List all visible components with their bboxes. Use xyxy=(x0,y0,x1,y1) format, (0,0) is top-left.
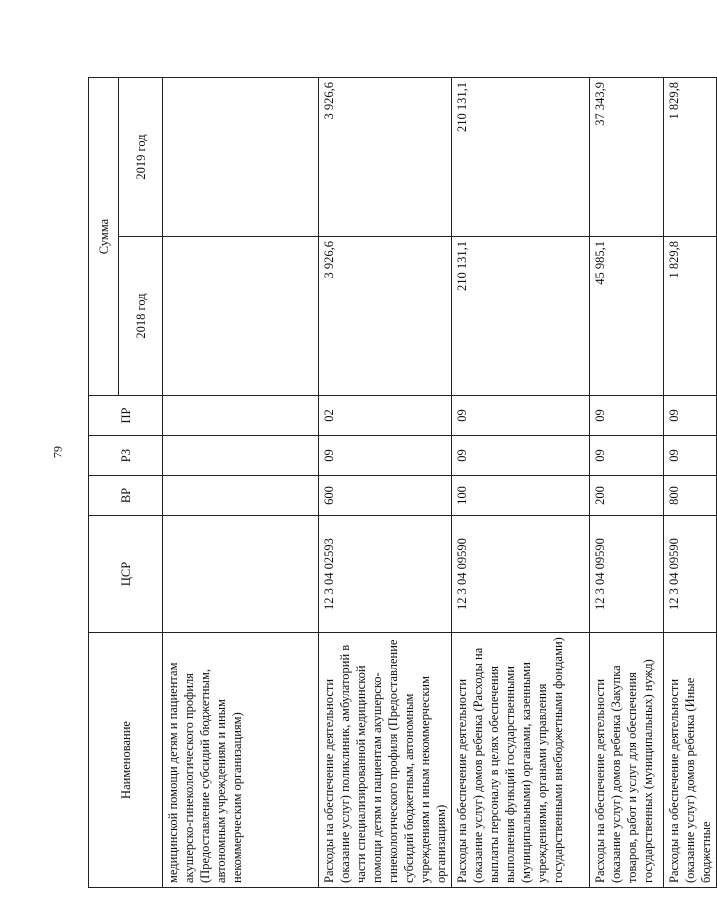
row-sum-2019: 1 829,8 xyxy=(664,78,717,237)
header-rz: РЗ xyxy=(89,436,163,476)
row-sum-2019: 3 926,6 xyxy=(319,78,452,237)
row-csr: 12 3 04 09590 xyxy=(664,516,717,633)
row-csr xyxy=(163,516,319,633)
header-year-2018: 2018 год xyxy=(119,237,163,396)
row-vr: 800 xyxy=(664,476,717,516)
header-name: Наименование xyxy=(89,633,163,888)
row-vr: 200 xyxy=(590,476,664,516)
header-pr: ПР xyxy=(89,396,163,436)
row-name: Расходы на обеспечение деятельности (оказание услуг) домов ребенка (Закупка товаров, работ и услуг для обеспечения государственных (муниципальных) нужд) xyxy=(590,633,664,888)
page-number: 79 xyxy=(50,446,65,458)
table-row xyxy=(590,78,664,888)
row-pr: 09 xyxy=(664,396,717,436)
row-rz: 09 xyxy=(664,436,717,476)
row-csr: 12 3 04 09590 xyxy=(590,516,664,633)
header-year-2019: 2019 год xyxy=(119,78,163,237)
row-name: Расходы на обеспечение деятельности (оказание услуг) поликлиник, амбулаторий в части специализированной медицинской помощи детям и пациентам акушерско-гинекологического профиля (Предоставление субсидий бюджетным, автономным учреждениям и иным некоммерческим организациям) xyxy=(319,633,452,888)
row-rz: 09 xyxy=(319,436,452,476)
rotated-page xyxy=(88,78,713,888)
row-sum-2018: 3 926,6 xyxy=(319,237,452,396)
table-row xyxy=(163,78,319,888)
row-sum-2019 xyxy=(163,78,319,237)
row-pr: 02 xyxy=(319,396,452,436)
row-name: Расходы на обеспечение деятельности (оказание услуг) домов ребенка (Иные бюджетные xyxy=(664,633,717,888)
row-sum-2018: 45 985,1 xyxy=(590,237,664,396)
budget-table xyxy=(88,77,717,888)
row-sum-2018 xyxy=(163,237,319,396)
row-csr: 12 3 04 02593 xyxy=(319,516,452,633)
table-header-row xyxy=(89,78,119,888)
row-rz xyxy=(163,436,319,476)
row-csr: 12 3 04 09590 xyxy=(452,516,590,633)
row-sum-2019: 37 343,9 xyxy=(590,78,664,237)
row-pr xyxy=(163,396,319,436)
row-vr: 100 xyxy=(452,476,590,516)
header-sum: Сумма xyxy=(89,78,119,396)
row-name: медицинской помощи детям и пациентам акушерско-гинекологического профиля (Предоставление субсидий бюджетным, автономным учреждениям и иным некоммерческим организациям) xyxy=(163,633,319,888)
table-row xyxy=(664,78,717,888)
table-row xyxy=(319,78,452,888)
row-rz: 09 xyxy=(590,436,664,476)
row-name: Расходы на обеспечение деятельности (оказание услуг) домов ребенка (Расходы на выплаты персоналу в целях обеспечения выполнения функций государственными (муниципальными) органами, казенными учреждениями, органами управления государственными внебюджетными фондами) xyxy=(452,633,590,888)
header-csr: ЦСР xyxy=(89,516,163,633)
row-sum-2018: 1 829,8 xyxy=(664,237,717,396)
row-vr xyxy=(163,476,319,516)
row-vr: 600 xyxy=(319,476,452,516)
row-sum-2018: 210 131,1 xyxy=(452,237,590,396)
row-pr: 09 xyxy=(452,396,590,436)
row-pr: 09 xyxy=(590,396,664,436)
row-sum-2019: 210 131,1 xyxy=(452,78,590,237)
table-row xyxy=(452,78,590,888)
header-vr: ВР xyxy=(89,476,163,516)
row-rz: 09 xyxy=(452,436,590,476)
